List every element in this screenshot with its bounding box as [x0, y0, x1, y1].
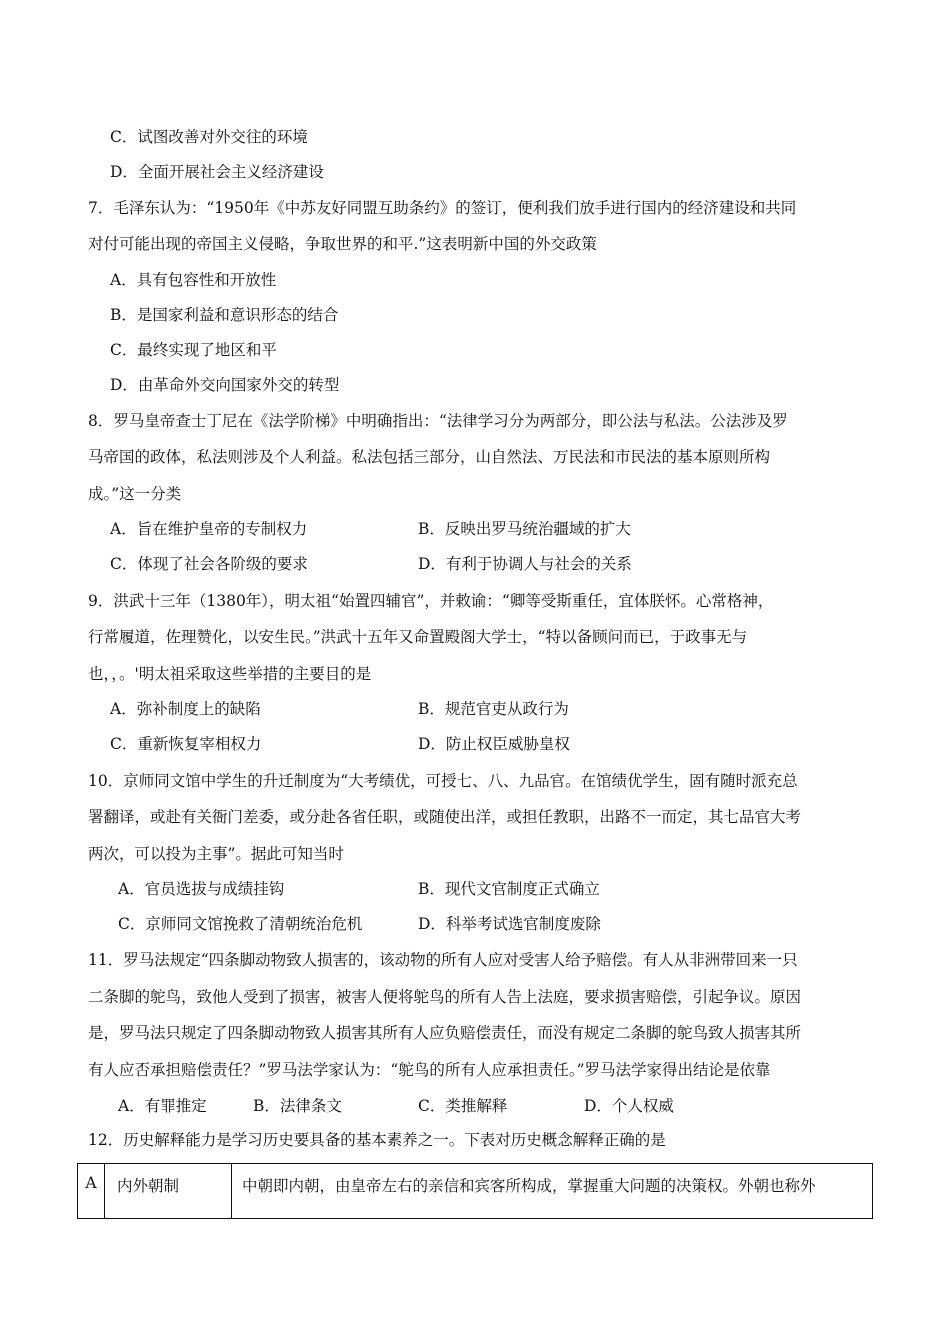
q11-stem-line-2: 二条脚的鸵鸟，致他人受到了损害，被害人便将鸵鸟的所有人告上法庭，要求损害赔偿，引起争议。原因	[88, 988, 802, 1006]
q11-option-d: D．个人权威	[584, 1097, 674, 1115]
q8-stem-line-1: 8．罗马皇帝查士丁尼在《法学阶梯》中明确指出：“法律学习分为两部分，即公法与私法。公法涉及罗	[88, 412, 788, 430]
concept-cell: 内外朝制	[105, 1164, 232, 1219]
q8-option-a: A．旨在维护皇帝的专制权力	[110, 520, 308, 538]
q7-stem-line-2: 对付可能出现的帝国主义侵略，争取世界的和平.”这表明新中国的外交政策	[88, 235, 597, 253]
q11-option-c: C．类推解释	[418, 1097, 508, 1115]
q8-option-b: B．反映出罗马统治疆域的扩大	[418, 520, 631, 538]
q7-stem-line-1: 7．毛泽东认为：“1950年《中苏友好同盟互助条约》的签订，便利我们放手进行国内的经济建设和共同	[88, 199, 797, 217]
q11-stem-line-1: 11．罗马法规定“四条脚动物致人损害的，该动物的所有人应对受害人给予赔偿。有人从非洲带回来一只	[88, 951, 798, 969]
q9-option-a: A．弥补制度上的缺陷	[110, 700, 261, 718]
q11-stem-line-3: 是，罗马法只规定了四条脚动物致人损害其所有人应负赔偿责任，而没有规定二条脚的鸵鸟致人损害其所	[88, 1024, 802, 1042]
q10-option-a: A．官员选拔与成绩挂钩	[118, 880, 285, 898]
q12-concept-table	[77, 1163, 873, 1219]
q7-option-d: D．由革命外交向国家外交的转型	[110, 376, 340, 394]
q8-stem-line-3: 成。”这一分类	[88, 485, 182, 503]
q9-option-b: B．规范官吏从政行为	[418, 700, 569, 718]
q7-option-a: A．具有包容性和开放性	[110, 271, 277, 289]
row-letter-cell: A	[78, 1164, 105, 1219]
q10-stem-line-1: 10．京师同文馆中学生的升迁制度为“大考绩优，可授七、八、九品官。在馆绩优学生，固有随时派充总	[88, 772, 798, 790]
q9-option-d: D．防止权臣威胁皇权	[418, 735, 570, 753]
q10-option-c: C．京师同文馆挽救了清朝统治危机	[118, 915, 363, 933]
q8-stem-line-2: 马帝国的政体，私法则涉及个人利益。私法包括三部分，山自然法、万民法和市民法的基本原则所构	[88, 448, 771, 466]
q10-option-d: D．科举考试选官制度废除	[418, 915, 601, 933]
q9-option-c: C．重新恢复宰相权力	[110, 735, 262, 753]
q11-stem-line-4: 有人应否承担赔偿责任？”罗马法学家认为：“鸵鸟的所有人应承担责任。”罗马法学家得出结论是依靠	[88, 1061, 771, 1079]
q8-option-d: D．有利于协调人与社会的关系	[418, 555, 632, 573]
explanation-cell: 中朝即内朝，由皇帝左右的亲信和宾客所构成，掌握重大问题的决策权。外朝也称外	[232, 1164, 873, 1219]
q9-stem-line-2: 行常履道，佐理赞化，以安生民。”洪武十五年又命置殿阁大学士，“特以备顾问而已，于政事无与	[88, 628, 748, 646]
q6-option-d: D．全面开展社会主义经济建设	[110, 163, 324, 181]
q10-stem-line-2: 署翻译，或赴有关衙门差委，或分赴各省任职，或随使出洋，或担任教职，出路不一而定，其七品官大考	[88, 808, 802, 826]
q7-option-b: B．是国家利益和意识形态的结合	[110, 306, 339, 324]
q11-option-a: A．有罪推定	[118, 1097, 207, 1115]
q9-stem-line-3: 也，，。'明太祖采取这些举措的主要目的是	[88, 665, 372, 683]
q6-option-c: C．试图改善对外交往的环境	[110, 128, 308, 146]
q12-stem: 12．历史解释能力是学习历史要具备的基本素养之一。下表对历史概念解释正确的是	[88, 1131, 666, 1149]
q8-option-c: C．体现了社会各阶级的要求	[110, 555, 308, 573]
q7-option-c: C．最终实现了地区和平	[110, 341, 277, 359]
q10-stem-line-3: 两次，可以投为主事”。据此可知当时	[88, 845, 344, 863]
q11-option-b: B．法律条文	[253, 1097, 342, 1115]
q10-option-b: B．现代文官制度正式确立	[418, 880, 600, 898]
q9-stem-line-1: 9．洪武十三年（1380年），明太祖“始置四辅官”，并敕谕：“卿等受斯重任，宜体朕怀。心常格神，	[88, 592, 774, 610]
table-row	[78, 1164, 873, 1219]
